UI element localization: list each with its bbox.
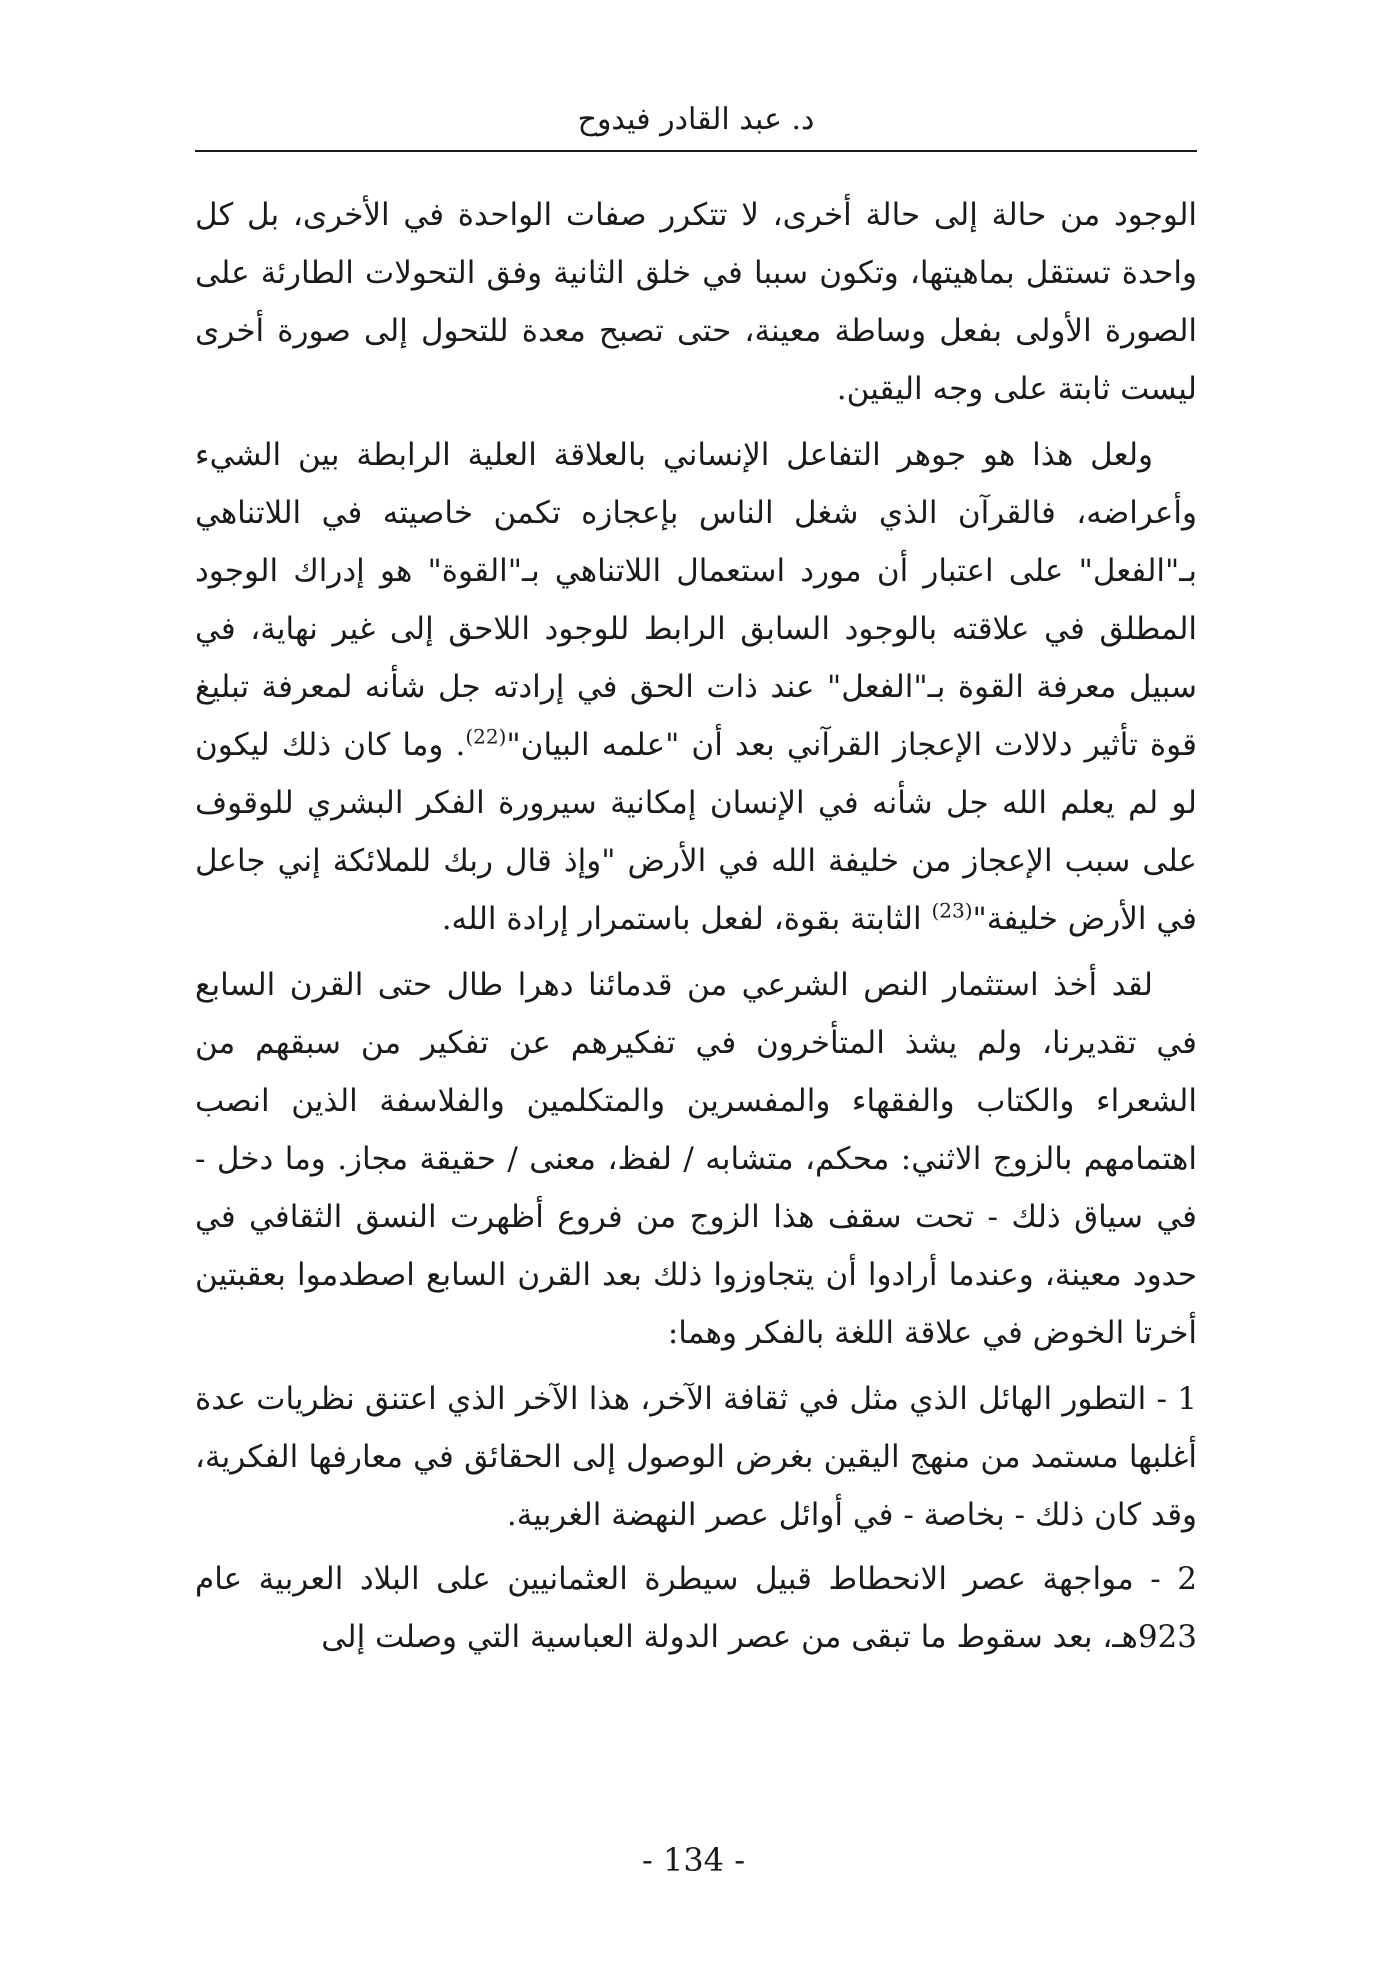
paragraph-continuation: الوجود من حالة إلى حالة أخرى، لا تتكرر صفات الواحدة في الأخرى، بل كل واحدة تستقل بماهيتها، وتكون سببا في خلق الثانية وفق التحولات الطارئة على الصورة الأولى بفعل وساطة معينة، حتى تصبح معدة للتحول إلى صورة أخرى ليست ثابتة على وجه اليقين.: [195, 197, 1197, 407]
paragraph-quran-infinity: [195, 426, 1197, 948]
running-header: [195, 100, 1197, 140]
author-name: د. عبد القادر فيدوح: [577, 102, 815, 137]
list-item-number: 1: [1177, 1381, 1197, 1417]
paragraph-text: ولعل هذا هو جوهر التفاعل الإنساني بالعلاقة العلية الرابطة بين الشيء وأعراضه، فالقرآن الذي شغل الناس بإعجازه تكمن خاصيته في اللاتناهي بـ"الفعل" على اعتبار أن مورد استعمال اللاتناهي بـ"القوة" هو إدراك الوجود المطلق في علاقته بالوجود السابق الرابط للوجود اللاحق إلى غير نهاية، في سبيل معرفة القوة بـ"الفعل" عند ذات الحق في إرادته جل شأنه لمعرفة تبليغ قوة تأثير دلالات الإعجاز القرآني بعد أن "علمه البيان": [195, 437, 1197, 763]
footnote-reference: (22): [465, 724, 507, 749]
paragraph-sharia-text: لقد أخذ استثمار النص الشرعي من قدمائنا دهرا طال حتى القرن السابع في تقديرنا، ولم يشذ المتأخرون في تفكيرهم عن تفكير من سبقهم من الشعراء والكتاب والفقهاء والمفسرين والمتكلمين والفلاسفة الذين انصب اهتمامهم بالزوج الاثني: محكم، متشابه / لفظ، معنى / حقيقة مجاز. وما دخل - في سياق ذلك - تحت سقف هذا الزوج من فروع أظهرت النسق الثقافي في حدود معينة، وعندما أرادوا أن يتجاوزوا ذلك بعد القرن السابع اصطدموا بعقبتين أخرتا الخوض في علاقة اللغة بالفكر وهما:: [195, 967, 1197, 1351]
list-item-number: 2: [1177, 1561, 1198, 1597]
header-divider: [195, 150, 1197, 152]
paragraph-text: . وما كان ذلك ليكون لو لم يعلم الله جل شأنه في الإنسان إمكانية سيرورة الفكر البشري للوقوف على سبب الإعجاز من خليفة الله في الأرض "وإذ قال ربك للملائكة إني جاعل في الأرض خليفة": [195, 727, 1197, 937]
list-item: 1 - التطور الهائل الذي مثل في ثقافة الآخر، هذا الآخر الذي اعتنق نظريات عدة أغلبها مستمد من منهج اليقين بغرض الوصول إلى الحقائق في معارفها الفكرية، وقد كان ذلك - بخاصة - في أوائل عصر النهضة الغربية.: [195, 1381, 1197, 1533]
footnote-reference: (23): [931, 898, 973, 923]
page-number: - 134 -: [641, 1841, 746, 1879]
list-item-text: التطور الهائل الذي مثل في ثقافة الآخر، هذا الآخر الذي اعتنق نظريات عدة أغلبها مستمد من منهج اليقين بغرض الوصول إلى الحقائق في معارفها الفكرية، وقد كان ذلك - بخاصة - في أوائل عصر النهضة الغربية.: [195, 1381, 1197, 1533]
paragraph-text: الثابتة بقوة، لفعل باستمرار إرادة الله.: [441, 901, 932, 937]
list-item-text: مواجهة عصر الانحطاط قبيل سيطرة العثمانيين على البلاد العربية عام 923هـ، بعد سقوط ما تبقى من عصر الدولة العباسية التي وصلت إلى: [195, 1561, 1197, 1655]
list-item: 2 - مواجهة عصر الانحطاط قبيل سيطرة العثمانيين على البلاد العربية عام 923هـ، بعد سقوط ما تبقى من عصر الدولة العباسية التي وصلت إلى: [195, 1561, 1198, 1655]
page-body: [195, 186, 1197, 1672]
